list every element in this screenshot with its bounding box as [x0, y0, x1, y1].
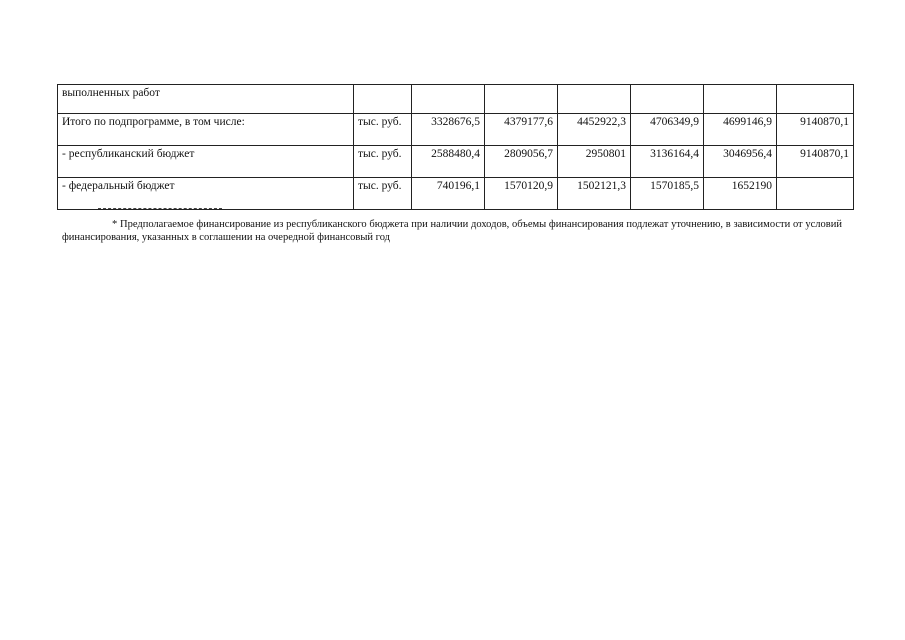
value-cell	[558, 85, 631, 114]
unit-cell	[354, 85, 412, 114]
value-cell: 2950801	[558, 146, 631, 178]
value-cell	[485, 85, 558, 114]
value-cell: 4452922,3	[558, 114, 631, 146]
value-cell: 3046956,4	[704, 146, 777, 178]
unit-cell: тыс. руб.	[354, 146, 412, 178]
unit-cell: тыс. руб.	[354, 114, 412, 146]
value-cell	[777, 178, 854, 210]
footnote	[62, 218, 842, 244]
row-name-cell: Итого по подпрограмме, в том числе:	[58, 114, 354, 146]
table-row	[58, 85, 854, 114]
value-cell: 9140870,1	[777, 146, 854, 178]
value-cell: 3136164,4	[631, 146, 704, 178]
value-cell: 4699146,9	[704, 114, 777, 146]
value-cell: 740196,1	[412, 178, 485, 210]
value-cell: 1502121,3	[558, 178, 631, 210]
table-row	[58, 114, 854, 146]
value-cell: 4379177,6	[485, 114, 558, 146]
value-cell: 1570185,5	[631, 178, 704, 210]
footnote-separator	[98, 208, 222, 209]
value-cell	[777, 85, 854, 114]
footnote-text: * Предполагаемое финансирование из республиканского бюджета при наличии доходов, объемы финансирования подлежат уточнению, в зависимости от условий финансирования, указанных в соглашении на очередной финансовый год	[62, 219, 842, 243]
table-row	[58, 146, 854, 178]
financing-table	[57, 84, 854, 210]
value-cell: 2588480,4	[412, 146, 485, 178]
value-cell: 2809056,7	[485, 146, 558, 178]
table-row	[58, 178, 854, 210]
value-cell	[631, 85, 704, 114]
row-name-cell: - федеральный бюджет	[58, 178, 354, 210]
row-name-cell: - республиканский бюджет	[58, 146, 354, 178]
value-cell	[412, 85, 485, 114]
value-cell: 3328676,5	[412, 114, 485, 146]
value-cell: 9140870,1	[777, 114, 854, 146]
unit-cell: тыс. руб.	[354, 178, 412, 210]
row-name-cell: выполненных работ	[58, 85, 354, 114]
value-cell	[704, 85, 777, 114]
value-cell: 1652190	[704, 178, 777, 210]
value-cell: 4706349,9	[631, 114, 704, 146]
value-cell: 1570120,9	[485, 178, 558, 210]
